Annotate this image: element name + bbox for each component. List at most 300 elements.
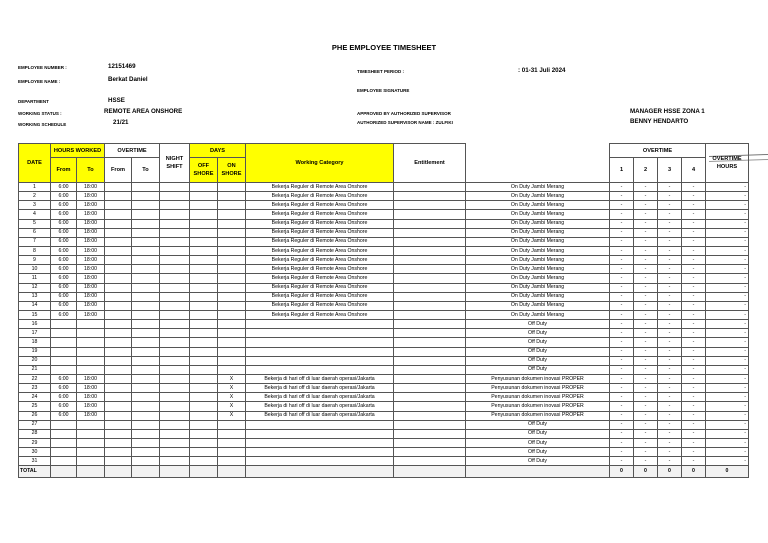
entitlement-header: Entitlement xyxy=(394,144,466,183)
ot4-cell: - xyxy=(682,338,706,347)
ot3-cell: - xyxy=(658,393,682,402)
overtime-to-cell xyxy=(132,237,160,246)
overtime-to-cell xyxy=(132,384,160,393)
overtime-hours-cell: - xyxy=(706,402,749,411)
ot3-cell: - xyxy=(658,265,682,274)
onshore-cell xyxy=(218,329,246,338)
from-cell: 6:00 xyxy=(51,393,77,402)
ot3-cell: - xyxy=(658,210,682,219)
blank-cell xyxy=(394,429,466,438)
ot2-cell: - xyxy=(634,274,658,283)
ot2-cell: - xyxy=(634,192,658,201)
overtime-to-cell xyxy=(132,210,160,219)
offshore-cell xyxy=(190,237,218,246)
offshore-cell xyxy=(190,256,218,265)
night-shift-cell xyxy=(160,365,190,374)
entitlement-cell: Off Duty xyxy=(466,347,610,356)
ot4-cell: - xyxy=(682,265,706,274)
overtime-hours-cell: - xyxy=(706,219,749,228)
overtime-hours-cell: - xyxy=(706,201,749,210)
table-row xyxy=(19,429,749,438)
night-shift-cell xyxy=(160,183,190,192)
department-label: DEPARTMENT xyxy=(18,99,49,104)
overtime-from-cell xyxy=(105,365,132,374)
table-row xyxy=(19,402,749,411)
onshore-cell: X xyxy=(218,402,246,411)
to-cell: 18:00 xyxy=(77,374,105,383)
working-category-cell xyxy=(246,420,394,429)
overtime-header: OVERTIME xyxy=(105,144,160,158)
supervisor-name-value: BENNY HENDARTO xyxy=(630,118,689,125)
ot4-cell: - xyxy=(682,310,706,319)
blank-cell xyxy=(394,228,466,237)
ot1-cell: - xyxy=(610,292,634,301)
ot2-cell: - xyxy=(634,246,658,255)
overtime-hours-cell: - xyxy=(706,338,749,347)
offshore-cell xyxy=(190,183,218,192)
ot4-cell: - xyxy=(682,228,706,237)
blank-cell xyxy=(394,274,466,283)
night-shift-cell xyxy=(160,338,190,347)
to-cell xyxy=(77,448,105,457)
working-status-label: WORKING STATUS : xyxy=(18,111,62,116)
entitlement-cell: Off Duty xyxy=(466,448,610,457)
working-category-cell: Bekerja Reguler di Remote Area Onshore xyxy=(246,274,394,283)
overtime-hours-cell: - xyxy=(706,292,749,301)
onshore-cell xyxy=(218,448,246,457)
working-category-cell: Bekerja Reguler di Remote Area Onshore xyxy=(246,237,394,246)
date-cell: 4 xyxy=(19,210,51,219)
onshore-cell xyxy=(218,274,246,283)
table-row xyxy=(19,374,749,383)
ot1-cell: - xyxy=(610,310,634,319)
entitlement-cell: Penyusunan dokumen inovasi PROPER xyxy=(466,393,610,402)
entitlement-cell: On Duty Jambi Merang xyxy=(466,265,610,274)
ot3-header: 3 xyxy=(658,158,682,183)
ot3-cell: - xyxy=(658,338,682,347)
overtime-from-cell xyxy=(105,384,132,393)
ot2-cell: - xyxy=(634,228,658,237)
to-cell: 18:00 xyxy=(77,265,105,274)
to-cell xyxy=(77,356,105,365)
ot1-cell: - xyxy=(610,283,634,292)
entitlement-cell: Off Duty xyxy=(466,356,610,365)
offshore-cell xyxy=(190,283,218,292)
overtime-from-cell xyxy=(105,265,132,274)
to-cell: 18:00 xyxy=(77,411,105,420)
working-category-cell xyxy=(246,448,394,457)
working-category-cell: Bekerja Reguler di Remote Area Onshore xyxy=(246,210,394,219)
working-category-cell: Bekerja Reguler di Remote Area Onshore xyxy=(246,292,394,301)
from-cell: 6:00 xyxy=(51,192,77,201)
blank-cell xyxy=(394,420,466,429)
entitlement-cell: Off Duty xyxy=(466,438,610,447)
entitlement-cell: On Duty Jambi Merang xyxy=(466,310,610,319)
ot1-cell: - xyxy=(610,219,634,228)
working-category-cell xyxy=(246,438,394,447)
overtime-to-cell xyxy=(132,256,160,265)
employee-number-label: EMPLOYEE NUMBER : xyxy=(18,65,67,70)
offshore-cell xyxy=(190,320,218,329)
entitlement-cell: On Duty Jambi Merang xyxy=(466,219,610,228)
entitlement-cell: On Duty Jambi Merang xyxy=(466,192,610,201)
ot1-cell: - xyxy=(610,183,634,192)
ot3-cell: - xyxy=(658,228,682,237)
ot4-cell: - xyxy=(682,384,706,393)
ot4-header: 4 xyxy=(682,158,706,183)
overtime-from-cell xyxy=(105,356,132,365)
overtime-hours-cell: - xyxy=(706,429,749,438)
offshore-cell xyxy=(190,438,218,447)
entitlement-cell: On Duty Jambi Merang xyxy=(466,183,610,192)
entitlement-cell: Penyusunan dokumen inovasi PROPER xyxy=(466,374,610,383)
from-cell: 6:00 xyxy=(51,219,77,228)
blank-cell xyxy=(394,347,466,356)
from-cell: 6:00 xyxy=(51,374,77,383)
onshore-cell xyxy=(218,283,246,292)
overtime-to-cell xyxy=(132,274,160,283)
working-category-cell: Bekerja Reguler di Remote Area Onshore xyxy=(246,283,394,292)
overtime-hours-cell: - xyxy=(706,356,749,365)
table-row xyxy=(19,329,749,338)
ot2-cell: - xyxy=(634,338,658,347)
overtime-to-cell xyxy=(132,310,160,319)
onshore-cell xyxy=(218,228,246,237)
table-row xyxy=(19,411,749,420)
ot2-cell: - xyxy=(634,183,658,192)
overtime-from-cell xyxy=(105,274,132,283)
overtime-hours-cell: - xyxy=(706,329,749,338)
overtime-from-cell xyxy=(105,438,132,447)
overtime-from-cell xyxy=(105,393,132,402)
overtime-hours-cell: - xyxy=(706,365,749,374)
entitlement-cell: Off Duty xyxy=(466,329,610,338)
ot4-cell: - xyxy=(682,237,706,246)
to-cell xyxy=(77,438,105,447)
overtime-hours-cell: - xyxy=(706,320,749,329)
overtime-hours-cell: - xyxy=(706,457,749,466)
night-shift-cell xyxy=(160,438,190,447)
date-cell: 27 xyxy=(19,420,51,429)
overtime-hours-header: OVERTIME HOURS xyxy=(706,144,749,183)
total-row xyxy=(19,466,749,478)
to-cell: 18:00 xyxy=(77,301,105,310)
onshore-cell xyxy=(218,210,246,219)
ot1-cell: - xyxy=(610,420,634,429)
entitlement-cell: Penyusunan dokumen inovasi PROPER xyxy=(466,384,610,393)
date-cell: 19 xyxy=(19,347,51,356)
to-cell xyxy=(77,347,105,356)
ot2-cell: - xyxy=(634,384,658,393)
date-cell: 23 xyxy=(19,384,51,393)
blank-cell xyxy=(394,292,466,301)
overtime-from-cell xyxy=(105,411,132,420)
ot1-cell: - xyxy=(610,438,634,447)
offshore-cell xyxy=(190,457,218,466)
from-cell xyxy=(51,448,77,457)
ot4-cell: - xyxy=(682,283,706,292)
date-cell: 22 xyxy=(19,374,51,383)
overtime-to-cell xyxy=(132,246,160,255)
working-category-cell: Bekerja Reguler di Remote Area Onshore xyxy=(246,192,394,201)
ot4-cell: - xyxy=(682,438,706,447)
night-shift-cell xyxy=(160,393,190,402)
night-shift-cell xyxy=(160,320,190,329)
overtime-hours-cell: - xyxy=(706,246,749,255)
overtime-from-cell xyxy=(105,420,132,429)
ot1-cell: - xyxy=(610,338,634,347)
night-shift-cell xyxy=(160,274,190,283)
from-cell: 6:00 xyxy=(51,310,77,319)
blank-cell xyxy=(394,411,466,420)
night-shift-cell xyxy=(160,411,190,420)
overtime-hours-cell: - xyxy=(706,283,749,292)
ot2-cell: - xyxy=(634,393,658,402)
ot2-cell: - xyxy=(634,438,658,447)
working-schedule-label: WORKING SCHEDULE xyxy=(18,122,67,127)
overtime-from-cell xyxy=(105,301,132,310)
table-row xyxy=(19,347,749,356)
supervisor-name-label: AUTHORIZED SUPERVISOR NAME : ZULFIKI xyxy=(357,120,453,125)
onshore-header: ON SHORE xyxy=(218,158,246,183)
offshore-cell xyxy=(190,429,218,438)
ot3-cell: - xyxy=(658,292,682,301)
blank-cell xyxy=(394,301,466,310)
date-cell: 8 xyxy=(19,246,51,255)
table-row xyxy=(19,283,749,292)
ot2-cell: - xyxy=(634,256,658,265)
ot1-cell: - xyxy=(610,246,634,255)
overtime-to-cell xyxy=(132,438,160,447)
entitlement-cell: Off Duty xyxy=(466,457,610,466)
onshore-cell xyxy=(218,201,246,210)
table-row xyxy=(19,448,749,457)
ot4-cell: - xyxy=(682,448,706,457)
ot2-cell: - xyxy=(634,420,658,429)
ot1-cell: - xyxy=(610,347,634,356)
offshore-cell xyxy=(190,448,218,457)
blank-cell xyxy=(394,384,466,393)
entitlement-cell: Off Duty xyxy=(466,338,610,347)
overtime-hours-cell: - xyxy=(706,393,749,402)
blank-cell xyxy=(394,219,466,228)
total-hours: 0 xyxy=(706,466,749,478)
employee-name-value: Berkat Daniel xyxy=(108,76,148,83)
total-ot3: 0 xyxy=(658,466,682,478)
onshore-cell xyxy=(218,420,246,429)
offshore-cell xyxy=(190,356,218,365)
approved-by-label: APPROVED BY AUTHORIZED SUPERVISOR xyxy=(357,111,451,116)
onshore-cell xyxy=(218,429,246,438)
offshore-cell xyxy=(190,329,218,338)
entitlement-cell: On Duty Jambi Merang xyxy=(466,246,610,255)
ot3-cell: - xyxy=(658,274,682,283)
ot2-cell: - xyxy=(634,219,658,228)
ot1-cell: - xyxy=(610,457,634,466)
overtime-hours-cell: - xyxy=(706,237,749,246)
table-row xyxy=(19,265,749,274)
ot2-cell: - xyxy=(634,365,658,374)
blank-cell xyxy=(394,183,466,192)
working-category-cell: Bekerja Reguler di Remote Area Onshore xyxy=(246,265,394,274)
onshore-cell: X xyxy=(218,393,246,402)
blank-cell xyxy=(394,338,466,347)
overtime-right-header: OVERTIME xyxy=(610,144,706,158)
onshore-cell: X xyxy=(218,384,246,393)
overtime-from-cell xyxy=(105,310,132,319)
ot1-cell: - xyxy=(610,301,634,310)
ot3-cell: - xyxy=(658,320,682,329)
blank-cell xyxy=(394,310,466,319)
to-cell: 18:00 xyxy=(77,310,105,319)
blank-cell xyxy=(394,192,466,201)
blank-cell xyxy=(394,402,466,411)
entitlement-cell: Off Duty xyxy=(466,320,610,329)
ot2-cell: - xyxy=(634,201,658,210)
date-cell: 24 xyxy=(19,393,51,402)
from-cell: 6:00 xyxy=(51,265,77,274)
onshore-cell: X xyxy=(218,374,246,383)
working-category-cell xyxy=(246,338,394,347)
total-ot1: 0 xyxy=(610,466,634,478)
table-row xyxy=(19,210,749,219)
onshore-cell xyxy=(218,219,246,228)
ot3-cell: - xyxy=(658,438,682,447)
night-shift-cell xyxy=(160,356,190,365)
night-shift-cell xyxy=(160,237,190,246)
to-cell: 18:00 xyxy=(77,384,105,393)
working-category-cell: Bekerja di hari off di luar daerah operasi/Jakarta xyxy=(246,402,394,411)
ot4-cell: - xyxy=(682,201,706,210)
blank-cell xyxy=(394,365,466,374)
ot3-cell: - xyxy=(658,201,682,210)
blank-header xyxy=(466,144,610,158)
employee-number-value: 12151469 xyxy=(108,63,136,70)
timesheet-period-label: TIMESHEET PERIOD : xyxy=(357,69,405,74)
working-schedule-value: 21/21 xyxy=(113,119,129,126)
ot3-cell: - xyxy=(658,329,682,338)
working-category-cell: Bekerja Reguler di Remote Area Onshore xyxy=(246,246,394,255)
ot3-cell: - xyxy=(658,411,682,420)
overtime-to-cell xyxy=(132,320,160,329)
overtime-to-cell xyxy=(132,228,160,237)
ot3-cell: - xyxy=(658,457,682,466)
ot2-cell: - xyxy=(634,356,658,365)
to-cell: 18:00 xyxy=(77,246,105,255)
ot4-cell: - xyxy=(682,301,706,310)
ot2-cell: - xyxy=(634,374,658,383)
overtime-from-cell xyxy=(105,338,132,347)
blank-cell xyxy=(394,283,466,292)
offshore-cell xyxy=(190,192,218,201)
offshore-cell xyxy=(190,210,218,219)
ot4-cell: - xyxy=(682,374,706,383)
overtime-from-cell xyxy=(105,228,132,237)
to-cell: 18:00 xyxy=(77,201,105,210)
ot1-cell: - xyxy=(610,329,634,338)
ot4-cell: - xyxy=(682,429,706,438)
date-cell: 7 xyxy=(19,237,51,246)
working-category-cell xyxy=(246,429,394,438)
overtime-hours-cell: - xyxy=(706,411,749,420)
ot2-cell: - xyxy=(634,347,658,356)
offshore-cell xyxy=(190,347,218,356)
onshore-cell xyxy=(218,183,246,192)
night-shift-cell xyxy=(160,448,190,457)
overtime-to-cell xyxy=(132,420,160,429)
working-category-cell xyxy=(246,356,394,365)
overtime-from-cell xyxy=(105,374,132,383)
offshore-cell xyxy=(190,301,218,310)
ot3-cell: - xyxy=(658,183,682,192)
night-shift-cell xyxy=(160,246,190,255)
from-cell: 6:00 xyxy=(51,411,77,420)
date-cell: 12 xyxy=(19,283,51,292)
date-header: DATE xyxy=(19,144,51,183)
to-cell xyxy=(77,429,105,438)
to-cell: 18:00 xyxy=(77,228,105,237)
date-cell: 20 xyxy=(19,356,51,365)
overtime-from-cell xyxy=(105,457,132,466)
overtime-hours-cell: - xyxy=(706,301,749,310)
ot1-cell: - xyxy=(610,448,634,457)
to-cell xyxy=(77,329,105,338)
ot1-cell: - xyxy=(610,210,634,219)
date-cell: 30 xyxy=(19,448,51,457)
date-cell: 29 xyxy=(19,438,51,447)
night-shift-cell xyxy=(160,402,190,411)
table-row xyxy=(19,356,749,365)
from-cell: 6:00 xyxy=(51,201,77,210)
ot4-cell: - xyxy=(682,402,706,411)
from-cell xyxy=(51,420,77,429)
entitlement-cell: Penyusunan dokumen inovasi PROPER xyxy=(466,411,610,420)
blank-cell xyxy=(394,237,466,246)
from-cell: 6:00 xyxy=(51,384,77,393)
ot4-cell: - xyxy=(682,192,706,201)
overtime-from-cell xyxy=(105,283,132,292)
to-cell: 18:00 xyxy=(77,292,105,301)
onshore-cell xyxy=(218,310,246,319)
ot2-cell: - xyxy=(634,301,658,310)
overtime-hours-cell: - xyxy=(706,374,749,383)
ot1-cell: - xyxy=(610,374,634,383)
date-cell: 9 xyxy=(19,256,51,265)
ot4-cell: - xyxy=(682,365,706,374)
ot3-cell: - xyxy=(658,374,682,383)
overtime-to-cell xyxy=(132,265,160,274)
hours-worked-header: HOURS WORKED xyxy=(51,144,105,158)
table-row xyxy=(19,292,749,301)
ot2-cell: - xyxy=(634,310,658,319)
overtime-hours-cell: - xyxy=(706,228,749,237)
table-row xyxy=(19,338,749,347)
date-cell: 21 xyxy=(19,365,51,374)
night-shift-cell xyxy=(160,201,190,210)
table-row xyxy=(19,237,749,246)
from-cell xyxy=(51,347,77,356)
onshore-cell xyxy=(218,338,246,347)
from-cell xyxy=(51,329,77,338)
date-cell: 17 xyxy=(19,329,51,338)
onshore-cell xyxy=(218,265,246,274)
ot1-cell: - xyxy=(610,320,634,329)
night-shift-cell xyxy=(160,210,190,219)
working-category-cell xyxy=(246,347,394,356)
overtime-to-cell xyxy=(132,356,160,365)
blank-cell xyxy=(394,265,466,274)
overtime-hours-cell: - xyxy=(706,384,749,393)
